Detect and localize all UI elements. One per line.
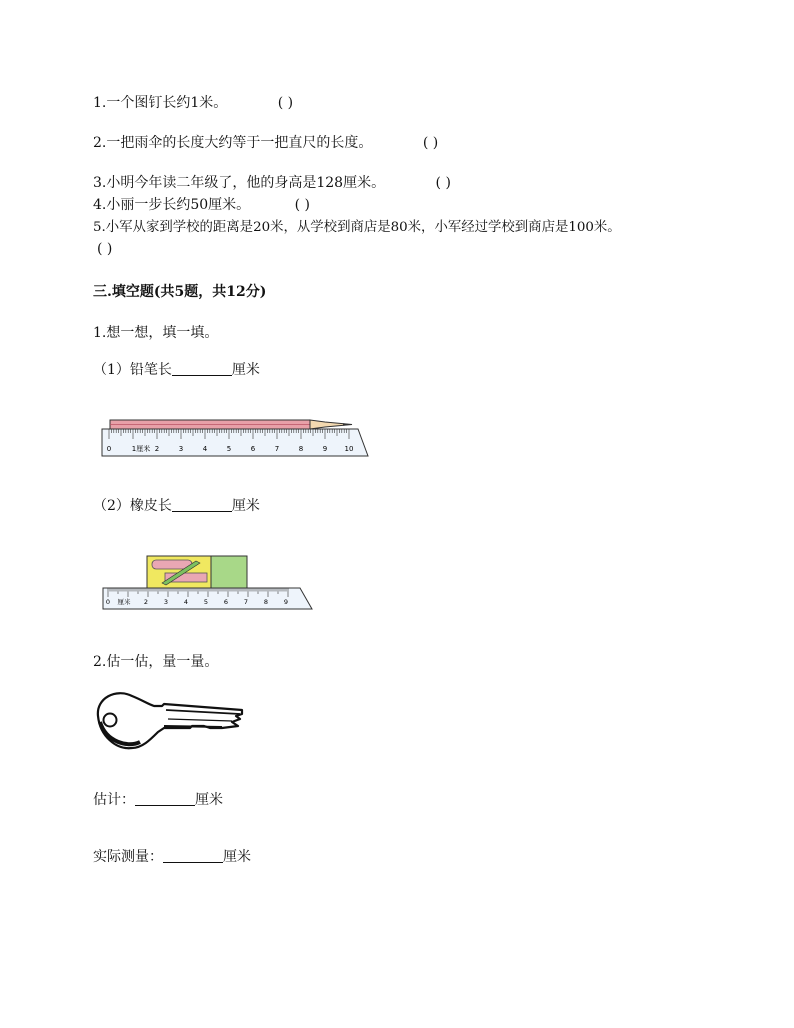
- question-5: [93, 219, 621, 237]
- answer-blank[interactable]: [135, 791, 195, 806]
- ruler-tick-label: 8: [298, 445, 304, 453]
- pencil-length-line: [93, 361, 260, 379]
- estimate-line: [93, 791, 223, 809]
- unit-label: 厘米: [195, 792, 223, 808]
- answer-blank[interactable]: [172, 497, 232, 512]
- ruler-tick-label: 9: [322, 445, 328, 453]
- fill-question-1-title: 1.想一想，填一填。: [93, 325, 219, 341]
- ruler-1: [102, 429, 368, 456]
- ruler-tick-label: 9: [283, 598, 289, 606]
- eraser-ruler-figure: [100, 553, 316, 613]
- ruler-tick-label: 7: [274, 445, 280, 453]
- estimate-label: 估计：: [93, 792, 135, 808]
- ruler-tick-label: 5: [226, 445, 232, 453]
- answer-parens: ( ): [277, 95, 294, 111]
- measure-label: 实际测量：: [93, 849, 163, 865]
- question-4: [93, 196, 310, 214]
- ruler-tick-label: 10: [344, 445, 354, 453]
- ruler-tick-label: 0: [105, 598, 111, 606]
- question-3: [93, 174, 451, 192]
- answer-parens: ( ): [435, 175, 451, 191]
- question-text: 5.小军从家到学校的距离是20米，从学校到商店是80米，小军经过学校到商店是100米。: [93, 220, 621, 235]
- ruler-tick-label: 6: [223, 598, 229, 606]
- ruler-tick-label: 8: [263, 598, 269, 606]
- question-text: 4.小丽一步长约50厘米。: [93, 197, 251, 213]
- ruler-tick-label: 0: [106, 445, 112, 453]
- unit-label: 厘米: [231, 498, 260, 514]
- pencil: [110, 420, 352, 429]
- part-label: （2）橡皮长: [93, 498, 172, 514]
- eraser: [147, 556, 247, 588]
- question-text: 2.一把雨伞的长度大约等于一把直尺的长度。: [93, 135, 373, 151]
- question-2: [93, 134, 438, 152]
- ruler-tick-label: 2: [143, 598, 149, 606]
- ruler-tick-label: 2: [154, 445, 160, 453]
- ruler-unit-label: 厘米: [117, 598, 131, 606]
- answer-blank[interactable]: [172, 361, 232, 376]
- unit-label: 厘米: [231, 362, 260, 378]
- ruler-tick-label: 3: [163, 598, 169, 606]
- ruler-2: [103, 588, 312, 609]
- answer-blank[interactable]: [163, 848, 223, 863]
- question-1: [93, 94, 293, 112]
- eraser-length-line: [93, 497, 260, 515]
- section-heading: 三.填空题(共5题，共12分): [93, 284, 267, 300]
- ruler-tick-label: 4: [202, 445, 208, 453]
- key-figure: [92, 686, 247, 754]
- answer-parens: ( ): [97, 241, 113, 257]
- question-text: 3.小明今年读二年级了，他的身高是128厘米。: [93, 175, 386, 191]
- unit-label: 厘米: [223, 849, 251, 865]
- pencil-ruler-figure: [100, 412, 370, 460]
- question-5-parens: [97, 240, 112, 258]
- ruler-tick-label: 7: [243, 598, 249, 606]
- answer-parens: ( ): [422, 135, 439, 151]
- question-text: 1.一个图钉长约1米。: [93, 95, 228, 111]
- ruler-tick-label: 3: [178, 445, 184, 453]
- measure-line: [93, 848, 251, 866]
- part-label: （1）铅笔长: [93, 362, 172, 378]
- ruler-tick-label: 4: [183, 598, 189, 606]
- ruler-tick-label: 6: [250, 445, 256, 453]
- answer-parens: ( ): [294, 197, 310, 213]
- fill-question-2-title: 2.估一估，量一量。: [93, 654, 219, 670]
- ruler-tick-label: 5: [203, 598, 209, 606]
- ruler-unit-label: 1厘米: [131, 445, 151, 453]
